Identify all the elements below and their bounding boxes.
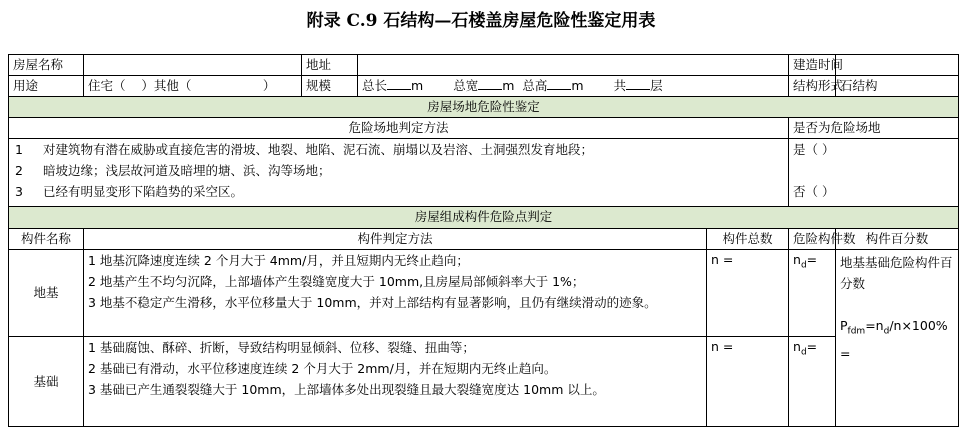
base-item: 2 基础已有滑动，水平位移速度连续 2 个月大于 2mm/月，并在短期内无终止趋向。: [88, 361, 557, 376]
foundation-name: 地基: [9, 250, 84, 337]
site-yes[interactable]: 是（ ）: [793, 142, 835, 157]
site-item: 3 已经有明显变形下陷趋势的采空区。: [15, 184, 244, 199]
structure-value: 石结构: [836, 76, 959, 97]
component-total-header: 构件总数: [707, 229, 789, 250]
site-item: 2 暗坡边缘；浅层故河道及暗埋的塘、浜、沟等场地；: [15, 163, 331, 178]
name-value-cell[interactable]: [84, 55, 302, 76]
floors-label: 共: [613, 78, 627, 93]
base-item: 3 基础已产生通裂裂缝大于 10mm，上部墙体多处出现裂缝且最大裂缝宽度达 10mm 以上。: [88, 382, 605, 397]
foundation-total[interactable]: n =: [707, 250, 789, 337]
page-title: 附录 C.9 石结构—石楼盖房屋危险性鉴定用表: [306, 11, 656, 31]
scale-value[interactable]: [358, 76, 789, 97]
width-label: 总宽: [453, 78, 479, 93]
floors-unit: 层: [650, 78, 663, 93]
length-label: 总长: [362, 78, 388, 93]
length-blank[interactable]: [387, 76, 411, 90]
length-unit: m: [411, 78, 424, 93]
site-no[interactable]: 否（ ）: [793, 184, 835, 199]
component-method-header: 构件判定方法: [84, 229, 707, 250]
base-total[interactable]: n =: [707, 337, 789, 427]
percent-equals[interactable]: =: [840, 345, 851, 361]
address-label: 地址: [302, 55, 358, 76]
percent-description: 地基基础危险构件百分数: [840, 255, 953, 291]
foundation-method: [84, 250, 707, 337]
appraisal-table: [8, 54, 959, 427]
foundation-percent-cell[interactable]: [836, 250, 959, 427]
site-danger-answer[interactable]: [789, 139, 959, 207]
height-label: 总高: [522, 78, 548, 93]
width-blank[interactable]: [478, 76, 502, 90]
width-unit: m: [502, 78, 515, 93]
floors-blank[interactable]: [626, 76, 650, 90]
component-percent-header: 构件百分数: [836, 229, 959, 250]
base-danger[interactable]: $n_d=$: [789, 337, 836, 427]
site-item: 1 对建筑物有潜在威胁或直接危害的滑坡、地裂、地陷、泥石流、崩塌以及岩溶、土洞强烈发育地段；: [15, 142, 594, 157]
base-item: 1 基础腐蚀、酥碎、折断，导致结构明显倾斜、位移、裂缝、扭曲等；: [88, 340, 475, 355]
foundation-danger[interactable]: $n_d=$: [789, 250, 836, 337]
scale-label: 规模: [302, 76, 358, 97]
height-unit: m: [571, 78, 584, 93]
base-name: 基础: [9, 337, 84, 427]
address-value-cell[interactable]: [358, 55, 789, 76]
site-method-list: [9, 139, 789, 207]
base-method: [84, 337, 707, 427]
component-danger-header: 危险构件数: [789, 229, 836, 250]
percent-formula: $P_{fdm}=n_d/n\times 100\%$: [840, 318, 948, 337]
use-value[interactable]: 住宅（ ）其他（ ）: [84, 76, 302, 97]
component-name-header: 构件名称: [9, 229, 84, 250]
use-label: 用途: [9, 76, 84, 97]
structure-label: 结构形式: [789, 76, 836, 97]
foundation-item: 3 地基不稳定产生滑移，水平位移量大于 10mm，并对上部结构有显著影响，且仍有继续滑动的迹象。: [88, 295, 657, 310]
foundation-item: 1 地基沉降速度连续 2 个月大于 4mm/月，并且短期内无终止趋向；: [88, 253, 469, 268]
site-danger-header: 是否为危险场地: [789, 118, 959, 139]
site-section-title: 房屋场地危险性鉴定: [9, 97, 959, 118]
components-section-title: 房屋组成构件危险点判定: [9, 207, 959, 229]
build-time-value-cell[interactable]: [836, 55, 959, 76]
height-blank[interactable]: [547, 76, 571, 90]
foundation-item: 2 地基产生不均匀沉降，上部墙体产生裂缝宽度大于 10mm,且房屋局部倾斜率大于 1%；: [88, 274, 585, 289]
site-method-header: 危险场地判定方法: [9, 118, 789, 139]
build-time-label: 建造时间: [789, 55, 836, 76]
name-label: 房屋名称: [9, 55, 84, 76]
